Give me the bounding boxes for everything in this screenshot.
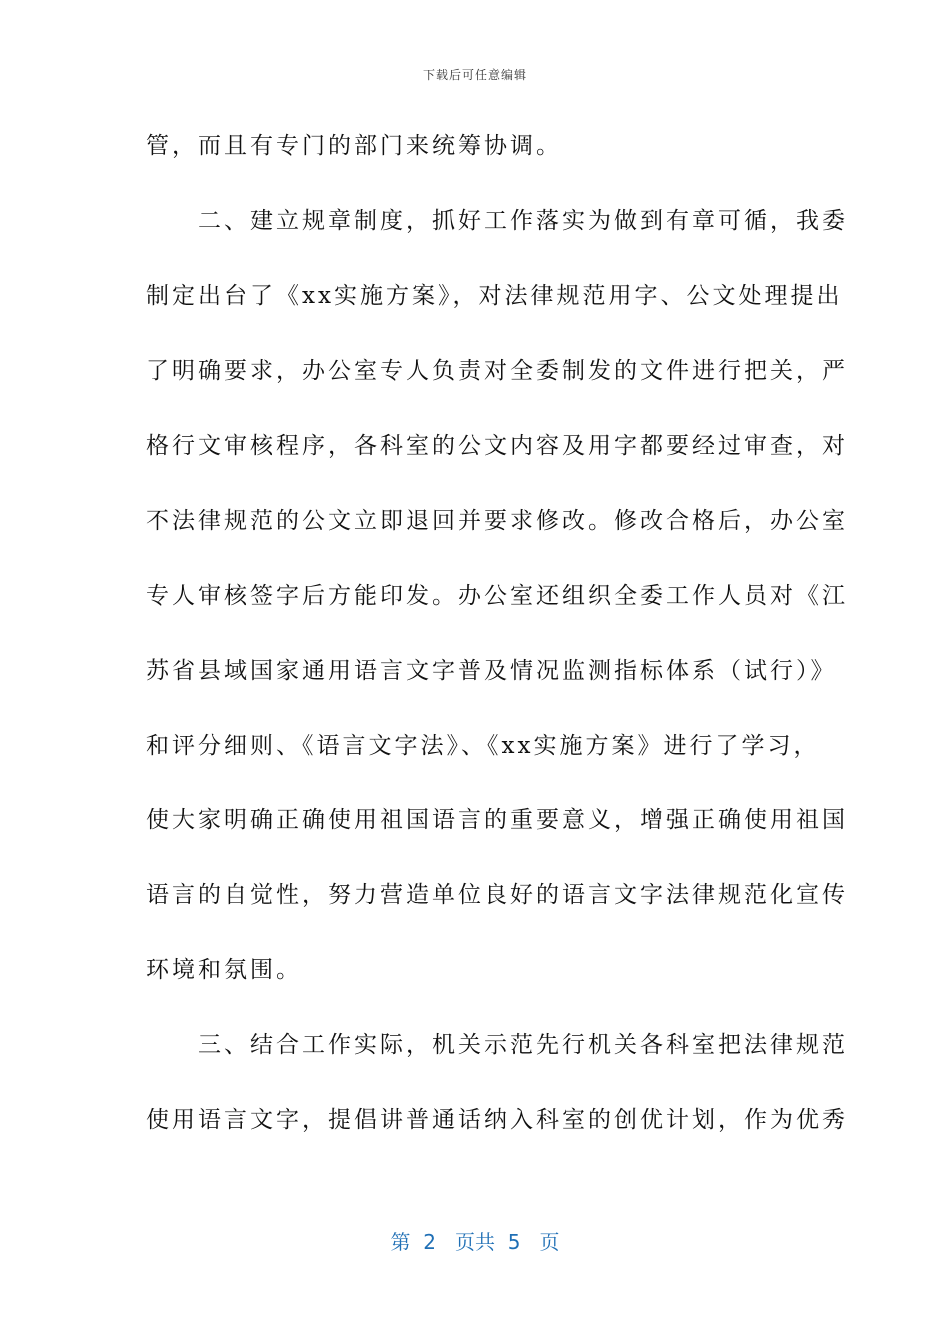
body-line: 使用语言文字，提倡讲普通话纳入科室的创优计划，作为优秀 (146, 1107, 848, 1133)
body-line: 语言的自觉性，努力营造单位良好的语言文字法律规范化宣传 (146, 882, 848, 908)
body-line: 制定出台了《xx实施方案》，对法律规范用字、公文处理提出 (146, 283, 843, 309)
page-number: 第 2 页共 5 页 (390, 1230, 560, 1254)
body-line: 环境和氛围。 (146, 957, 302, 983)
body-line: 不法律规范的公文立即退回并要求修改。修改合格后，办公室 (146, 508, 848, 534)
body-line: 三、结合工作实际，机关示范先行机关各科室把法律规范 (146, 1032, 848, 1058)
body-line: 使大家明确正确使用祖国语言的重要意义，增强正确使用祖国 (146, 807, 848, 833)
body-line: 和评分细则、《语言文字法》、《xx实施方案》进行了学习， (146, 733, 820, 759)
header-note: 下载后可任意编辑 (422, 68, 527, 82)
body-line: 管，而且有专门的部门来统筹协调。 (146, 133, 562, 159)
body-line: 了明确要求，办公室专人负责对全委制发的文件进行把关，严 (146, 358, 848, 384)
body-line: 苏省县域国家通用语言文字普及情况监测指标体系（试行）》 (146, 658, 837, 684)
body-line: 专人审核签字后方能印发。办公室还组织全委工作人员对《江 (146, 583, 848, 609)
body-line: 二、建立规章制度，抓好工作落实为做到有章可循，我委 (146, 208, 848, 234)
body-line: 格行文审核程序，各科室的公文内容及用字都要经过审查，对 (146, 433, 848, 459)
